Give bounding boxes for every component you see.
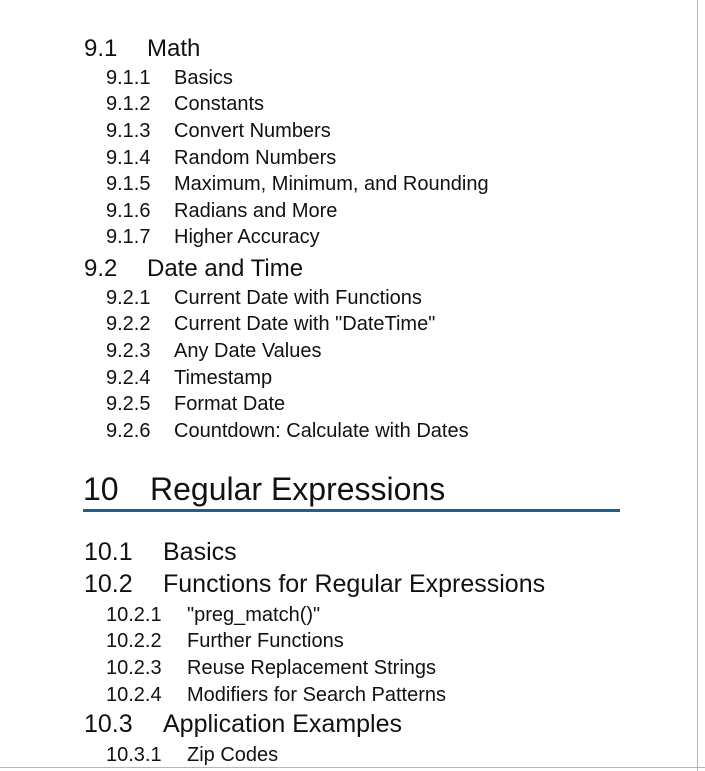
page-edge-right [697, 0, 698, 771]
entry-title: Further Functions [187, 630, 344, 652]
section-title: Application Examples [163, 710, 403, 738]
toc-entry-9-2-1[interactable] [106, 288, 422, 308]
entry-number: 9.1.5 [106, 173, 151, 195]
entry-number: 9.2.4 [106, 367, 151, 389]
entry-title: Current Date with "DateTime" [174, 313, 436, 335]
chapter-number: 10 [83, 471, 119, 507]
toc-entry-9-2-4[interactable] [106, 368, 272, 388]
toc-entry-10-2-2[interactable] [106, 631, 344, 651]
entry-number: 9.1.2 [106, 93, 151, 115]
entry-title: Zip Codes [187, 744, 279, 766]
entry-number: 9.2.6 [106, 420, 151, 442]
entry-title: "preg_match()" [187, 604, 321, 626]
entry-number: 10.2.4 [106, 684, 162, 706]
entry-number: 10.2.3 [106, 657, 162, 679]
section-title: Date and Time [147, 255, 304, 282]
section-number: 10.2 [84, 570, 133, 598]
section-number: 9.2 [84, 255, 118, 282]
toc-section-10-3[interactable] [84, 712, 402, 737]
entry-number: 9.2.5 [106, 393, 151, 415]
chapter-title: Regular Expressions [150, 471, 446, 507]
toc-entry-9-1-1[interactable] [106, 68, 233, 88]
entry-number: 9.1.4 [106, 147, 151, 169]
toc-entry-10-2-3[interactable] [106, 658, 436, 678]
page-edge-bottom [0, 767, 705, 768]
toc-chapter-10[interactable] [83, 473, 445, 505]
entry-title: Random Numbers [174, 147, 337, 169]
entry-number: 10.2.1 [106, 604, 162, 626]
entry-title: Higher Accuracy [174, 226, 320, 248]
toc-section-9-1[interactable] [84, 37, 200, 61]
entry-number: 10.3.1 [106, 744, 162, 766]
entry-number: 9.1.1 [106, 67, 151, 89]
toc-section-10-1[interactable] [84, 540, 237, 565]
entry-number: 9.2.2 [106, 313, 151, 335]
toc-entry-9-1-3[interactable] [106, 121, 331, 141]
toc-entry-9-1-2[interactable] [106, 94, 264, 114]
section-title: Math [147, 35, 201, 62]
toc-entry-10-2-1[interactable] [106, 605, 320, 625]
toc-entry-9-1-6[interactable] [106, 201, 337, 221]
entry-number: 9.1.6 [106, 200, 151, 222]
entry-title: Format Date [174, 393, 286, 415]
entry-title: Reuse Replacement Strings [187, 657, 437, 679]
entry-number: 9.1.3 [106, 120, 151, 142]
entry-title: Modifiers for Search Patterns [187, 684, 446, 706]
section-title: Functions for Regular Expressions [163, 570, 546, 598]
entry-title: Timestamp [174, 367, 273, 389]
toc-entry-9-2-6[interactable] [106, 421, 469, 441]
entry-number: 9.2.1 [106, 287, 151, 309]
entry-title: Convert Numbers [174, 120, 331, 142]
toc-section-9-2[interactable] [84, 257, 303, 281]
entry-title: Current Date with Functions [174, 287, 422, 309]
section-title: Basics [163, 538, 237, 566]
entry-title: Countdown: Calculate with Dates [174, 420, 469, 442]
section-number: 10.1 [84, 538, 133, 566]
toc-entry-10-2-4[interactable] [106, 685, 446, 705]
toc-entry-10-3-1[interactable] [106, 745, 278, 765]
toc-entry-9-2-5[interactable] [106, 394, 285, 414]
entry-title: Maximum, Minimum, and Rounding [174, 173, 489, 195]
entry-title: Basics [174, 67, 233, 89]
entry-title: Radians and More [174, 200, 338, 222]
toc-entry-9-2-3[interactable] [106, 341, 322, 361]
section-number: 9.1 [84, 35, 118, 62]
toc-section-10-2[interactable] [84, 572, 545, 597]
toc-entry-9-1-4[interactable] [106, 148, 336, 168]
toc-entry-9-1-5[interactable] [106, 174, 489, 194]
entry-title: Constants [174, 93, 265, 115]
section-number: 10.3 [84, 710, 133, 738]
toc-entry-9-1-7[interactable] [106, 227, 320, 247]
toc-entry-9-2-2[interactable] [106, 314, 435, 334]
entry-title: Any Date Values [174, 340, 322, 362]
entry-number: 9.2.3 [106, 340, 151, 362]
entry-number: 9.1.7 [106, 226, 151, 248]
entry-number: 10.2.2 [106, 630, 162, 652]
chapter-heading-underline [83, 509, 620, 512]
